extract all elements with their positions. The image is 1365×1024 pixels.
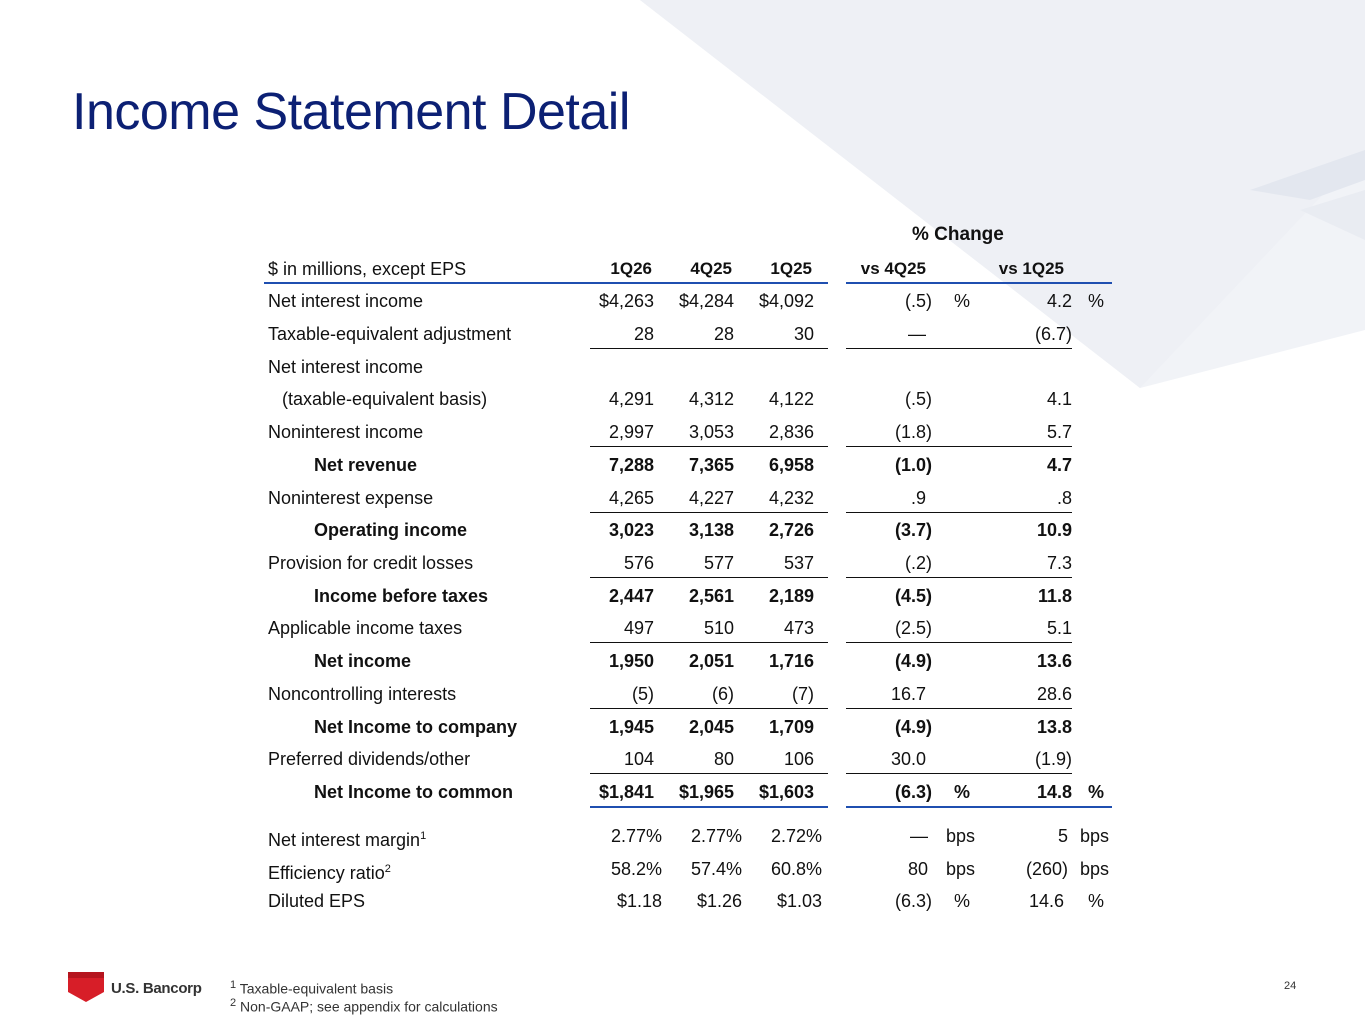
subtotal-rule [590,348,828,349]
change-vs-4q25: (4.9) [894,651,932,671]
change-vs-1q25: 5 [1057,826,1068,846]
value-1q26: 576 [623,553,654,573]
value-4q25: 510 [703,618,734,638]
value-1q25: $4,092 [758,291,814,311]
change-vs-4q25: (6.3) [894,891,932,911]
footnote-marker: 2 [384,863,391,875]
table-row-total [0,449,1365,482]
value-1q25: 2,836 [768,422,814,442]
change-vs-1q25: 10.9 [1036,520,1072,540]
row-label: Net Income to common [314,782,514,802]
change-vs-1q25: 5.7 [1046,422,1072,442]
value-1q25: 4,122 [768,389,814,409]
value-1q25: 2,726 [768,520,814,540]
footnote-number: 1 [230,979,237,991]
change-vs-1q25: 11.8 [1037,586,1072,606]
change-vs-1q25: (6.7) [1034,324,1072,344]
subtotal-rule [590,642,828,643]
brand-name: U.S. Bancorp [111,980,202,997]
value-1q26: 28 [633,324,654,344]
value-1q26: 2.77% [610,826,662,846]
table-row-total [0,514,1365,547]
metric-label-text: Efficiency ratio [268,863,385,883]
change-vs-4q25: (2.5) [894,618,932,638]
change-vs-4q25: 16.7 [890,684,926,704]
row-label: Net interest income [268,357,424,377]
metric-row [0,853,1365,886]
value-1q26: $4,263 [598,291,654,311]
value-1q26: 3,023 [608,520,654,540]
value-4q25: 28 [713,324,734,344]
value-1q26: 2,447 [608,586,654,606]
col-header-1q26: 1Q26 [610,259,652,278]
table-row [0,612,1365,645]
change-vs-4q25: — [908,324,926,344]
value-4q25: 2,045 [688,717,734,737]
row-label: Noninterest expense [268,488,434,508]
value-1q26: $1,841 [598,782,654,802]
total-rule [846,806,1112,808]
change-vs-4q25: (.5) [905,389,932,409]
change-vs-1q25: 4.1 [1046,389,1072,409]
value-4q25: 80 [713,749,734,769]
col-header-1q25: 1Q25 [770,259,812,278]
change-vs-4q25: — [910,826,928,846]
value-4q25: 57.4% [690,859,742,879]
value-1q25: $1.03 [776,891,822,911]
value-1q25: 537 [783,553,814,573]
change-vs-1q25: 14.6 [1028,891,1064,911]
unit-vs-4q25: bps [946,859,976,879]
value-4q25: 4,227 [688,488,734,508]
row-label: Net revenue [314,455,418,475]
change-vs-4q25: (1.0) [894,455,932,475]
change-vs-1q25: 14.8 [1036,782,1072,802]
subtotal-rule [846,642,1072,643]
header-rule-change [846,282,1112,284]
change-vs-4q25: (1.8) [894,422,932,442]
metric-row [0,820,1365,853]
pct-change-header: % Change [912,224,1004,245]
unit-vs-4q25: % [954,782,971,802]
row-label: Applicable income taxes [268,618,463,638]
value-1q25: 2.72% [770,826,822,846]
change-vs-1q25: .8 [1056,488,1072,508]
change-vs-4q25: 80 [907,859,928,879]
units-label: $ in millions, except EPS [268,259,467,279]
row-label: Net income [314,651,412,671]
value-1q25: 473 [783,618,814,638]
value-1q25: 1,709 [768,717,814,737]
col-header-4q25: 4Q25 [690,259,732,278]
value-4q25: $4,284 [678,291,734,311]
value-1q25: 6,958 [768,455,814,475]
table-row-total [0,776,1365,809]
footnote-2 [230,997,498,1015]
unit-vs-1q25: % [1088,782,1105,802]
table-row-total [0,645,1365,678]
unit-vs-1q25: bps [1080,859,1110,879]
us-bancorp-shield-icon [68,972,104,1002]
row-label: Preferred dividends/other [268,749,471,769]
table-row [0,285,1365,318]
change-vs-4q25: (.5) [905,291,932,311]
value-1q26: 7,288 [608,455,654,475]
unit-vs-1q25: % [1088,291,1105,311]
value-4q25: 2,561 [688,586,734,606]
row-label: Operating income [314,520,468,540]
footnote-marker: 1 [420,830,427,842]
footnote-text: Taxable-equivalent basis [239,980,394,997]
change-vs-1q25: (260) [1025,859,1068,879]
value-4q25: 7,365 [688,455,734,475]
subtotal-rule [846,446,1072,447]
value-1q25: 60.8% [770,859,822,879]
value-1q26: 1,950 [608,651,654,671]
page-number: 24 [1284,980,1297,992]
value-4q25: 2.77% [690,826,742,846]
metric-row [0,885,1365,918]
value-1q26: 2,997 [608,422,654,442]
unit-vs-1q25: % [1088,891,1105,911]
value-1q26: 4,291 [608,389,654,409]
value-1q25: 1,716 [768,651,814,671]
subtotal-rule [846,708,1072,709]
value-1q25: $1,603 [758,782,814,802]
subtotal-rule [846,577,1072,578]
col-header-vs-4q25: vs 4Q25 [860,259,926,278]
metric-label-text: Net interest margin [268,830,421,850]
table-row [0,743,1365,776]
value-4q25: 3,053 [688,422,734,442]
row-label: Provision for credit losses [268,553,474,573]
table-row [0,351,1365,384]
metric-label: Diluted EPS [268,891,366,911]
change-vs-1q25: (1.9) [1034,749,1072,769]
change-vs-4q25: (4.5) [894,586,932,606]
metric-label [268,853,391,886]
value-4q25: 3,138 [688,520,734,540]
unit-vs-4q25: % [954,291,971,311]
value-4q25: (6) [712,684,734,704]
change-vs-4q25: (4.9) [894,717,932,737]
footnote-text: Non-GAAP; see appendix for calculations [240,998,498,1015]
change-vs-1q25: 4.7 [1046,455,1072,475]
value-1q25: (7) [792,684,814,704]
footnote-1 [230,979,393,997]
change-vs-1q25: 7.3 [1046,553,1072,573]
header-rule [264,282,828,284]
table-row [0,318,1365,351]
change-vs-4q25: (3.7) [894,520,932,540]
row-label: (taxable-equivalent basis) [282,389,488,409]
change-vs-1q25: 13.8 [1036,717,1072,737]
subtotal-rule [590,512,828,513]
metric-label [268,820,426,853]
subtotal-rule [846,348,1072,349]
table-row-total [0,711,1365,744]
change-vs-4q25: .9 [910,488,926,508]
value-4q25: $1.26 [696,891,742,911]
table-row [0,482,1365,515]
page-title: Income Statement Detail [72,83,630,141]
change-vs-1q25: 4.2 [1046,291,1072,311]
subtotal-rule [590,773,828,774]
value-1q26: 104 [623,749,654,769]
table-row-total [0,580,1365,613]
table-row [0,678,1365,711]
row-label: Noninterest income [268,422,424,442]
value-4q25: 2,051 [688,651,734,671]
value-1q26: $1.18 [616,891,662,911]
subtotal-rule [846,512,1072,513]
value-1q25: 4,232 [768,488,814,508]
subtotal-rule [846,773,1072,774]
value-4q25: 4,312 [688,389,734,409]
change-vs-1q25: 28.6 [1036,684,1072,704]
value-4q25: $1,965 [678,782,734,802]
unit-vs-4q25: % [954,891,971,911]
value-1q26: 4,265 [608,488,654,508]
row-label: Noncontrolling interests [268,684,457,704]
change-vs-1q25: 13.6 [1036,651,1072,671]
change-vs-4q25: (6.3) [894,782,932,802]
value-1q25: 106 [783,749,814,769]
subtotal-rule [590,708,828,709]
table-row [0,383,1365,416]
total-rule [590,806,828,808]
change-vs-4q25: 30.0 [890,749,926,769]
row-label: Income before taxes [314,586,489,606]
row-label: Net interest income [268,291,424,311]
row-label: Taxable-equivalent adjustment [268,324,512,344]
value-1q25: 2,189 [768,586,814,606]
row-label: Net Income to company [314,717,518,737]
footnote-number: 2 [230,997,237,1009]
subtotal-rule [590,577,828,578]
col-header-vs-1q25: vs 1Q25 [998,259,1064,278]
subtotal-rule [590,446,828,447]
table-row [0,547,1365,580]
value-1q26: 58.2% [610,859,662,879]
value-1q26: 1,945 [608,717,654,737]
table-row [0,416,1365,449]
value-1q26: (5) [632,684,654,704]
unit-vs-4q25: bps [946,826,976,846]
change-vs-1q25: 5.1 [1046,618,1072,638]
change-vs-4q25: (.2) [905,553,932,573]
unit-vs-1q25: bps [1080,826,1110,846]
value-4q25: 577 [703,553,734,573]
value-1q26: 497 [623,618,654,638]
value-1q25: 30 [793,324,814,344]
